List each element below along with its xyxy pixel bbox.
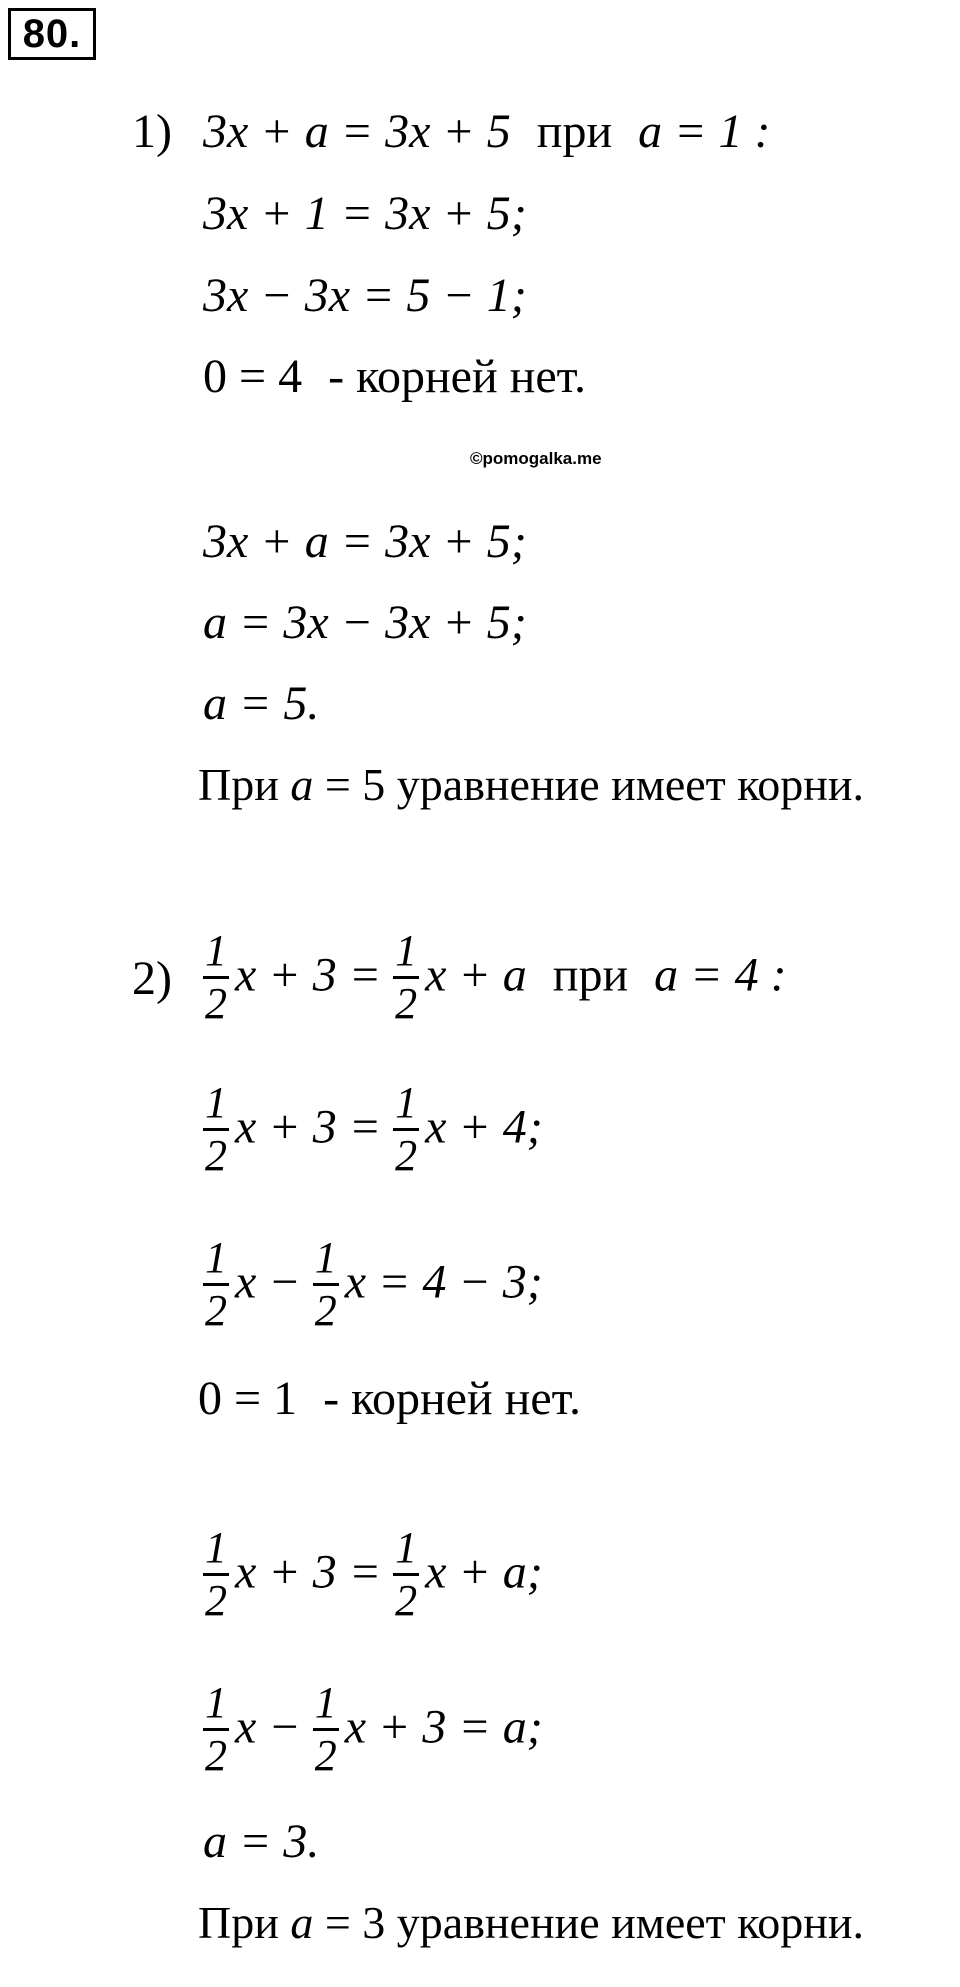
part1-conclusion-pre: При bbox=[198, 759, 279, 810]
part2-step3 bbox=[198, 1372, 581, 1425]
part1-conclusion bbox=[198, 759, 865, 810]
problem-number-badge: 80. bbox=[8, 8, 96, 60]
part1-step4: 3x + a = 3x + 5; bbox=[203, 515, 527, 568]
fraction-one-half: $\frac{1}{2}$ bbox=[205, 1233, 227, 1335]
part1-step3-equation: 0 = 4 bbox=[203, 350, 303, 403]
part2-step1: $\frac{1}{2}$ x + 3 = $\frac{1}{2}$ x + 4; bbox=[205, 1078, 543, 1180]
fraction-one-half: $\frac{1}{2}$ bbox=[205, 926, 227, 1028]
part1-given-cond-word: при bbox=[536, 105, 613, 158]
part1-step3 bbox=[203, 350, 586, 403]
part1-given-equation: 3x + a = 3x + 5 bbox=[203, 105, 511, 158]
fraction-one-half: $\frac{1}{2}$ bbox=[395, 926, 418, 1028]
part1-conclusion-post: = 5 уравнение имеет корни. bbox=[324, 759, 865, 810]
part1-step6: a = 5. bbox=[203, 677, 320, 730]
fraction-one-half: $\frac{1}{2}$ bbox=[205, 1678, 227, 1780]
fraction-one-half: $\frac{1}{2}$ bbox=[314, 1233, 337, 1335]
part1-step1: 3x + 1 = 3x + 5; bbox=[203, 187, 527, 240]
part2-cond-word: при bbox=[552, 948, 629, 1002]
part2-step6: a = 3. bbox=[203, 1815, 320, 1868]
part2-step2: $\frac{1}{2}$ x − $\frac{1}{2}$ x = 4 − 3; bbox=[205, 1233, 543, 1335]
fraction-one-half: $\frac{1}{2}$ bbox=[205, 1523, 227, 1625]
part1-given bbox=[203, 105, 771, 158]
part2-label: 2) bbox=[132, 952, 172, 1005]
fraction-one-half: $\frac{1}{2}$ bbox=[314, 1678, 337, 1780]
part2-given: $\frac{1}{2}$ x + 3 = $\frac{1}{2}$ x + a при a = 4 : bbox=[205, 926, 787, 1028]
fraction-one-half: $\frac{1}{2}$ bbox=[395, 1078, 418, 1180]
part1-step5: a = 3x − 3x + 5; bbox=[203, 596, 527, 649]
part2-step5: $\frac{1}{2}$ x − $\frac{1}{2}$ x + 3 = a; bbox=[205, 1678, 543, 1780]
part1-given-cond: a = 1 : bbox=[638, 105, 771, 158]
part2-conclusion bbox=[198, 1897, 865, 1948]
part2-conclusion-post: = 3 уравнение имеет корни. bbox=[324, 1897, 865, 1948]
part1-conclusion-var: a bbox=[290, 759, 314, 810]
fraction-one-half: $\frac{1}{2}$ bbox=[395, 1523, 418, 1625]
part2-step3-note: - корней нет. bbox=[323, 1372, 581, 1425]
part1-step2: 3x − 3x = 5 − 1; bbox=[203, 269, 527, 322]
part2-conclusion-var: a bbox=[290, 1897, 314, 1948]
part2-step3-equation: 0 = 1 bbox=[198, 1372, 298, 1425]
watermark: ©pomogalka.me bbox=[470, 449, 602, 468]
part1-label: 1) bbox=[132, 105, 172, 158]
part2-cond: a = 4 : bbox=[654, 948, 787, 1002]
part1-step3-note: - корней нет. bbox=[328, 350, 586, 403]
part2-conclusion-pre: При bbox=[198, 1897, 279, 1948]
part2-step4: $\frac{1}{2}$ x + 3 = $\frac{1}{2}$ x + a; bbox=[205, 1523, 543, 1625]
fraction-one-half: $\frac{1}{2}$ bbox=[205, 1078, 227, 1180]
